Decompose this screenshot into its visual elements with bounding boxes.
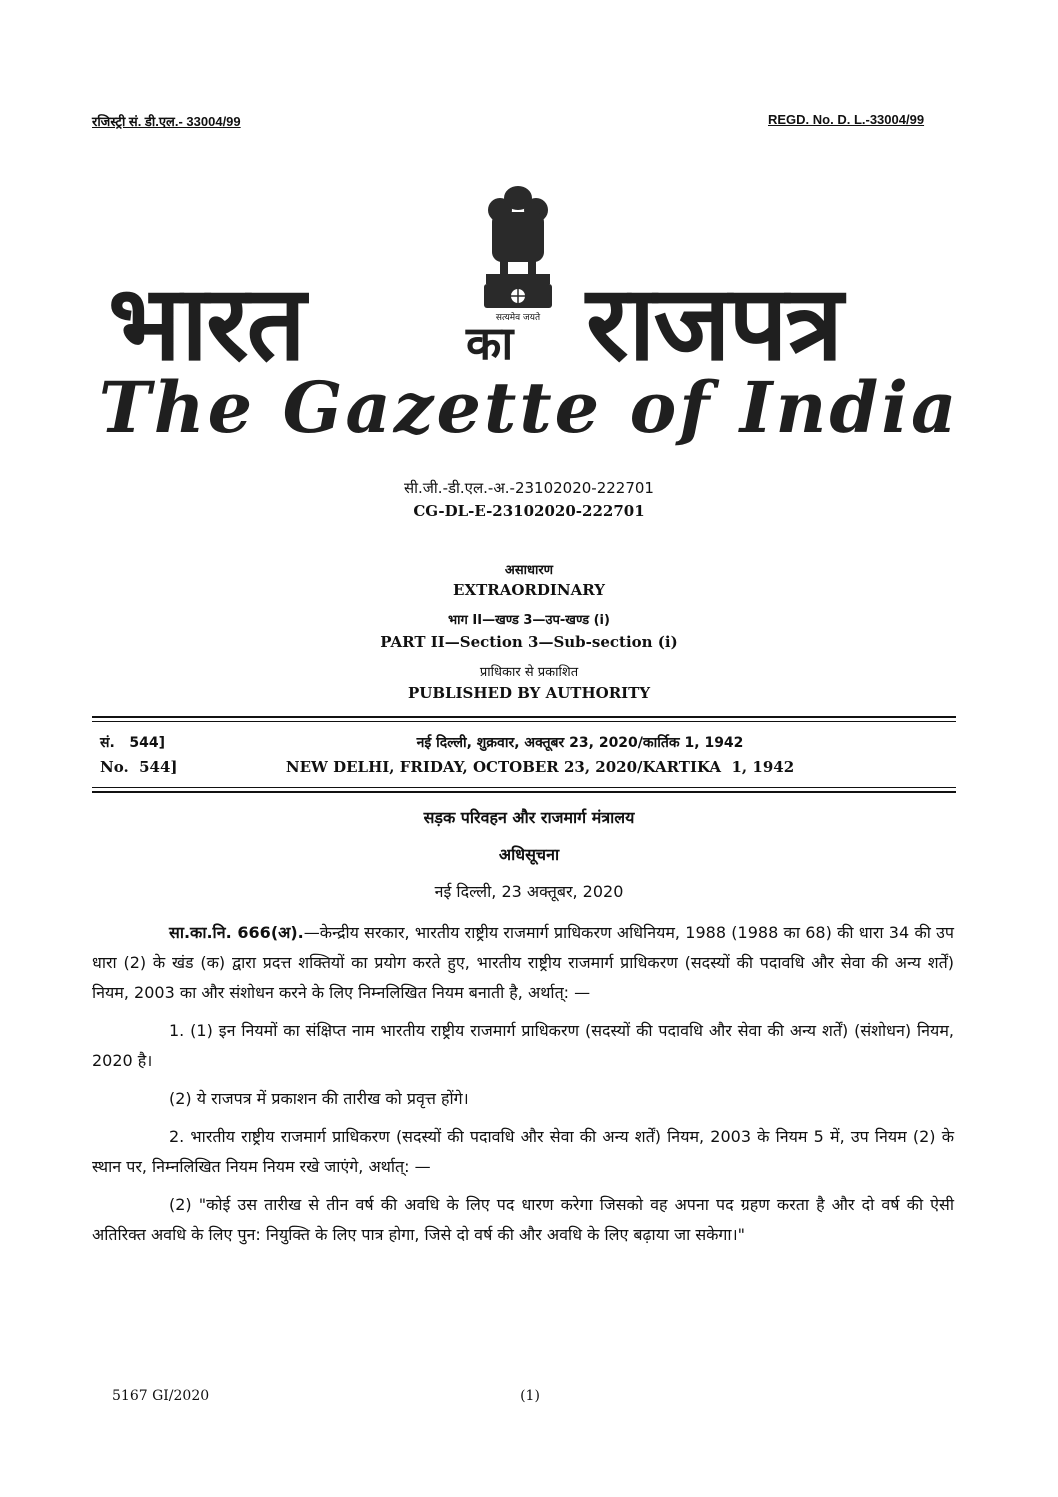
footer-code: 5167 GI/2020 <box>112 1388 210 1404</box>
ministry-heading: सड़क परिवहन और राजमार्ग मंत्रालय <box>423 808 635 827</box>
title-english: The Gazette of India <box>98 366 960 449</box>
part-english: PART II—Section 3—Sub-section (i) <box>380 633 678 651</box>
registration-number-hindi: रजिस्ट्री सं. डी.एल.- 33004/99 <box>92 114 241 129</box>
issue-number-hindi: सं. 544] <box>100 735 166 751</box>
title-hindi-right: राजपत्र <box>586 262 842 384</box>
bottom-rule <box>92 791 956 793</box>
top-rule <box>92 716 956 718</box>
page-number: (1) <box>520 1388 540 1404</box>
notice-body <box>92 918 954 1250</box>
top-rule-thin <box>92 721 956 722</box>
national-emblem-icon <box>470 176 566 326</box>
rule-1-1: 1. (1) इन नियमों का संक्षिप्त नाम भारतीय राष्ट्रीय राजमार्ग प्राधिकरण (सदस्यों की पदावधि और सेवा की अन्य शर्तें) (संशोधन) नियम, 2020 है। <box>92 1021 954 1070</box>
gazette-code-hindi: सी.जी.-डी.एल.-अ.-23102020-222701 <box>404 479 654 497</box>
bottom-rule-thin <box>92 787 956 788</box>
rule-2-substituted: (2) "कोई उस तारीख से तीन वर्ष की अवधि के लिए पद धारण करेगा जिसको वह अपना पद ग्रहण करता है और दो वर्ष की ऐसी अतिरिक्त अवधि के लिए पुन: नियुक्ति के लिए पात्र होगा, जिसे दो वर्ष की और अवधि के लिए बढ़ाया जा सकेगा।" <box>92 1195 954 1244</box>
intro-paragraph <box>92 918 954 1008</box>
intro-text: —केन्द्रीय सरकार, भारतीय राष्ट्रीय राजमार्ग प्राधिकरण अधिनियम, 1988 (1988 का 68) की धारा 34 की उप धारा (2) के खंड (क) द्वारा प्रदत्त शक्तियों का प्रयोग करते हुए, भारतीय राष्ट्रीय राजमार्ग प्राधिकरण (सदस्यों की पदावधि और सेवा की अन्य शर्तें) नियम, 2003 का और संशोधन करने के लिए निम्नलिखित नियम बनाती है, अर्थात्‌: — <box>92 923 955 1002</box>
part-hindi: भाग II—खण्ड 3—उप-खण्ड (i) <box>448 613 610 628</box>
emblem-motto: सत्यमेव जयते <box>495 313 541 323</box>
registration-number-english: REGD. No. D. L.-33004/99 <box>768 112 925 127</box>
extraordinary-hindi: असाधारण <box>504 563 554 578</box>
title-hindi-left: भारत <box>108 262 304 384</box>
authority-english: PUBLISHED BY AUTHORITY <box>407 684 651 702</box>
gazette-code-english: CG-DL-E-23102020-222701 <box>413 502 645 520</box>
issue-date-hindi: नई दिल्ली, शुक्रवार, अक्तूबर 23, 2020/कार्तिक 1, 1942 <box>416 735 744 751</box>
rule-1-2: (2) ये राजपत्र में प्रकाशन की तारीख को प्रवृत्त होंगे। <box>169 1089 469 1108</box>
notification-heading: अधिसूचना <box>498 845 560 864</box>
extraordinary-english: EXTRAORDINARY <box>453 581 605 599</box>
authority-hindi: प्राधिकार से प्रकाशित <box>479 665 579 680</box>
title-hindi-ka: का <box>466 316 514 370</box>
place-date: नई दिल्ली, 23 अक्तूबर, 2020 <box>434 882 624 901</box>
notification-reference: सा.का.नि. 666(अ). <box>169 923 304 942</box>
rule-2: 2. भारतीय राष्ट्रीय राजमार्ग प्राधिकरण (सदस्यों की पदावधि और सेवा की अन्य शर्तें) नियम, 2003 के नियम 5 में, उप नियम (2) के स्थान पर, निम्नलिखित नियम नियम रखे जाएंगे, अर्थात्‌: — <box>92 1127 954 1176</box>
issue-date-english: NEW DELHI, FRIDAY, OCTOBER 23, 2020/KARTIKA 1, 1942 <box>285 758 795 776</box>
issue-number-english: No. 544] <box>100 758 178 776</box>
